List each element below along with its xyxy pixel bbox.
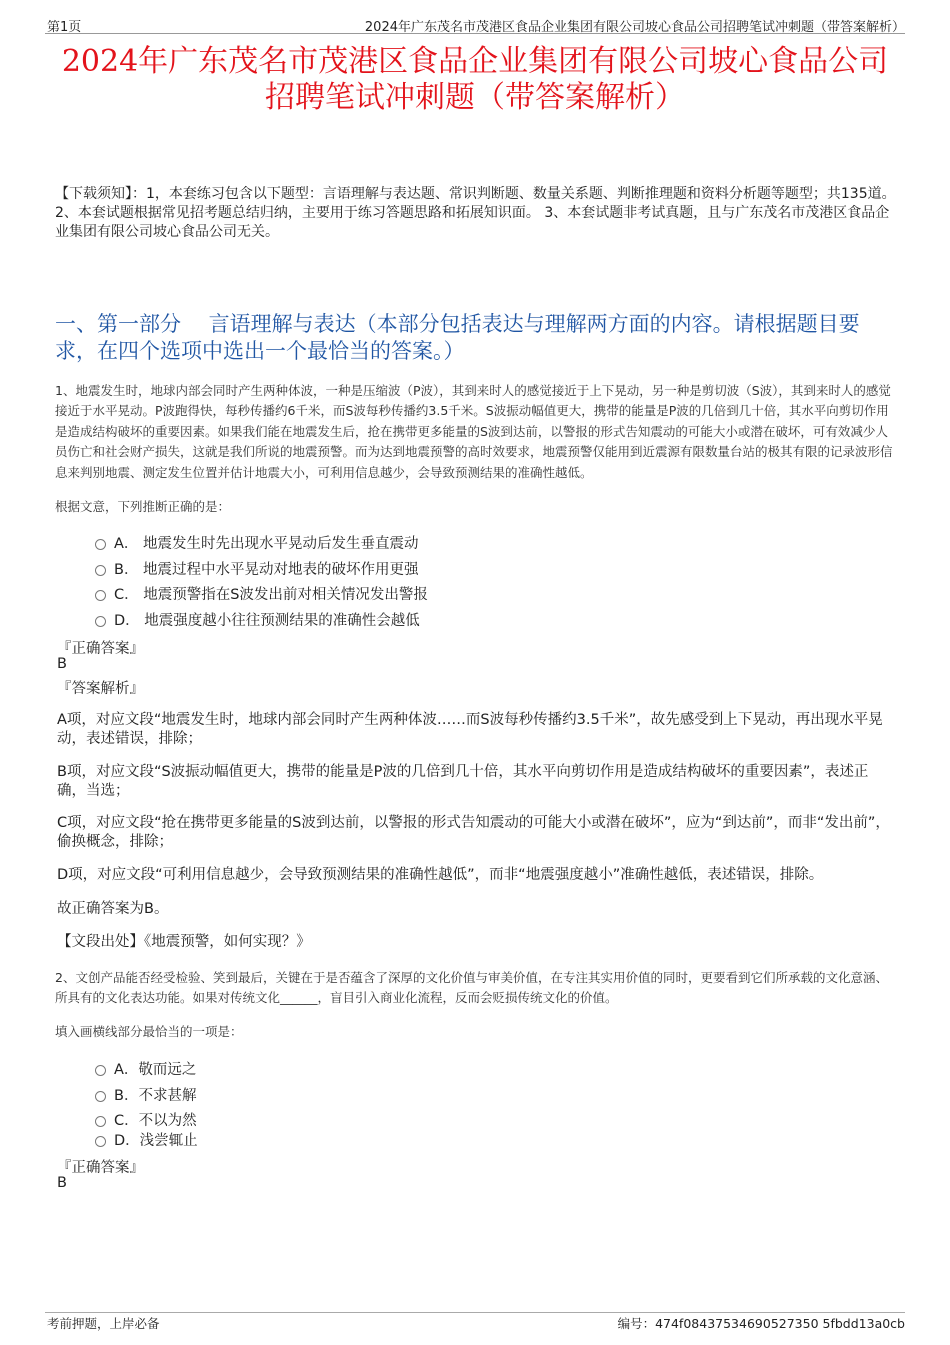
q1-conclusion: 故正确答案为B。 bbox=[57, 901, 169, 917]
question-1-text: 1、地震发生时，地球内部会同时产生两种体波，一种是压缩波（P波），其到来时人的感觉接近于上下晃动，另一种是剪切波（S波），其到来时人的感觉接近于水平晃动。P波跑得快，每秒传播约6千米，而S波每秒传播约3.5千米。S波振动幅值更大，携带的能量是P波的几倍到几十倍，其水平向剪切作用是造成结构破坏的重要因素。如果我们能在地震发生后，抢在携带更多能量的S波到达前，以警报的形式告知震动的可能大小或潜在破坏，可有效减少人员伤亡和社会财产损失，这就是我们所说的地震预警。而为达到地震预警的高时效要求，地震预警仅能用到近震源有限数量台站的极其有限的记录波形信息来判别地震、测定发生位置并估计地震大小，可利用信息越少，会导致预测结果的准确性越低。 bbox=[55, 383, 893, 480]
q1-answer-label: 『正确答案』 bbox=[57, 641, 144, 657]
header-divider bbox=[45, 33, 905, 34]
section-heading: 一、第一部分 言语理解与表达（本部分包括表达与理解两方面的内容。请根据题目要求，在四个选项中选出一个最恰当的答案。） bbox=[55, 312, 860, 363]
q1-option-b[interactable]: B． 地震过程中水平晃动对地表的破坏作用更强 bbox=[95, 558, 419, 579]
q1-option-d[interactable]: D． 地震强度越小往往预测结果的准确性会越低 bbox=[95, 609, 420, 630]
q2-option-a[interactable]: A．敬而远之 bbox=[95, 1058, 196, 1079]
footer-divider bbox=[45, 1312, 905, 1313]
q1-option-a[interactable]: A． 地震发生时先出现水平晃动后发生垂直震动 bbox=[95, 532, 419, 553]
q1-analysis-d: D项，对应文段“可利用信息越少，会导致预测结果的准确性越低”，而非“地震强度越小”准确性越低，表述错误，排除。 bbox=[57, 867, 824, 883]
footer-slogan: 考前押题，上岸必备 bbox=[47, 1316, 160, 1331]
q1-source: 【文段出处】《地震预警，如何实现？》 bbox=[57, 934, 311, 950]
radio-icon[interactable] bbox=[95, 590, 106, 601]
q1-analysis-c: C项，对应文段“抢在携带更多能量的S波到达前，以警报的形式告知震动的可能大小或潜在破坏”，应为“到达前”，而非“发出前”，偷换概念，排除； bbox=[57, 815, 890, 850]
radio-icon[interactable] bbox=[95, 1136, 106, 1147]
download-notice: 【下载须知】：1，本套练习包含以下题型：言语理解与表达题、常识判断题、数量关系题、判断推理题和资料分析题等题型；共135道。 2、本套试题根据常见招考题总结归纳，主要用于练习答题思路和拓展知识面。 3、本套试题非考试真题，且与广东茂名市茂港区食品企业集团有限公司坡心食品公司无关。 bbox=[55, 186, 896, 240]
document-title bbox=[0, 44, 950, 116]
radio-icon[interactable] bbox=[95, 616, 106, 627]
q1-answer: B bbox=[57, 656, 67, 672]
document-id: 编号：474f08437534690527350 5fbdd13a0cb bbox=[617, 1316, 905, 1331]
q2-answer-label: 『正确答案』 bbox=[57, 1160, 144, 1176]
q1-analysis-b: B项，对应文段“S波振动幅值更大，携带的能量是P波的几倍到几十倍，其水平向剪切作用是造成结构破坏的重要因素”，表述正确，当选； bbox=[57, 764, 869, 799]
radio-icon[interactable] bbox=[95, 1065, 106, 1076]
radio-icon[interactable] bbox=[95, 1116, 106, 1127]
question-2-text: 2、文创产品能否经受检验、笑到最后，关键在于是否蕴含了深厚的文化价值与审美价值，在专注其实用价值的同时，更要看到它们所承载的文化意涵、所具有的文化表达功能。如果对传统文化______，盲目引入商业化流程，反而会贬损传统文化的价值。 bbox=[55, 970, 888, 1006]
q2-option-b[interactable]: B．不求甚解 bbox=[95, 1084, 196, 1105]
q1-analysis-a: A项，对应文段“地震发生时，地球内部会同时产生两种体波……而S波每秒传播约3.5千米”，故先感受到上下晃动，再出现水平晃动，表述错误，排除； bbox=[57, 712, 883, 747]
q2-answer: B bbox=[57, 1175, 67, 1191]
radio-icon[interactable] bbox=[95, 1091, 106, 1102]
page-number: 第1页 bbox=[47, 20, 82, 35]
question-1-stem: 根据文意，下列推断正确的是： bbox=[55, 499, 231, 514]
title-line-1: 2024年广东茂名市茂港区食品企业集团有限公司坡心食品公司 bbox=[61, 44, 889, 79]
running-title: 2024年广东茂名市茂港区食品企业集团有限公司坡心食品公司招聘笔试冲刺题（带答案解析） bbox=[364, 20, 905, 35]
title-line-2: 招聘笔试冲刺题（带答案解析） bbox=[265, 80, 685, 115]
q2-option-c[interactable]: C．不以为然 bbox=[95, 1109, 197, 1130]
q1-option-c[interactable]: C． 地震预警指在S波发出前对相关情况发出警报 bbox=[95, 583, 428, 604]
radio-icon[interactable] bbox=[95, 565, 106, 576]
q2-option-d[interactable]: D．浅尝辄止 bbox=[95, 1129, 198, 1150]
question-2-stem: 填入画横线部分最恰当的一项是： bbox=[55, 1024, 243, 1039]
q1-analysis-label: 『答案解析』 bbox=[57, 681, 144, 697]
radio-icon[interactable] bbox=[95, 539, 106, 550]
